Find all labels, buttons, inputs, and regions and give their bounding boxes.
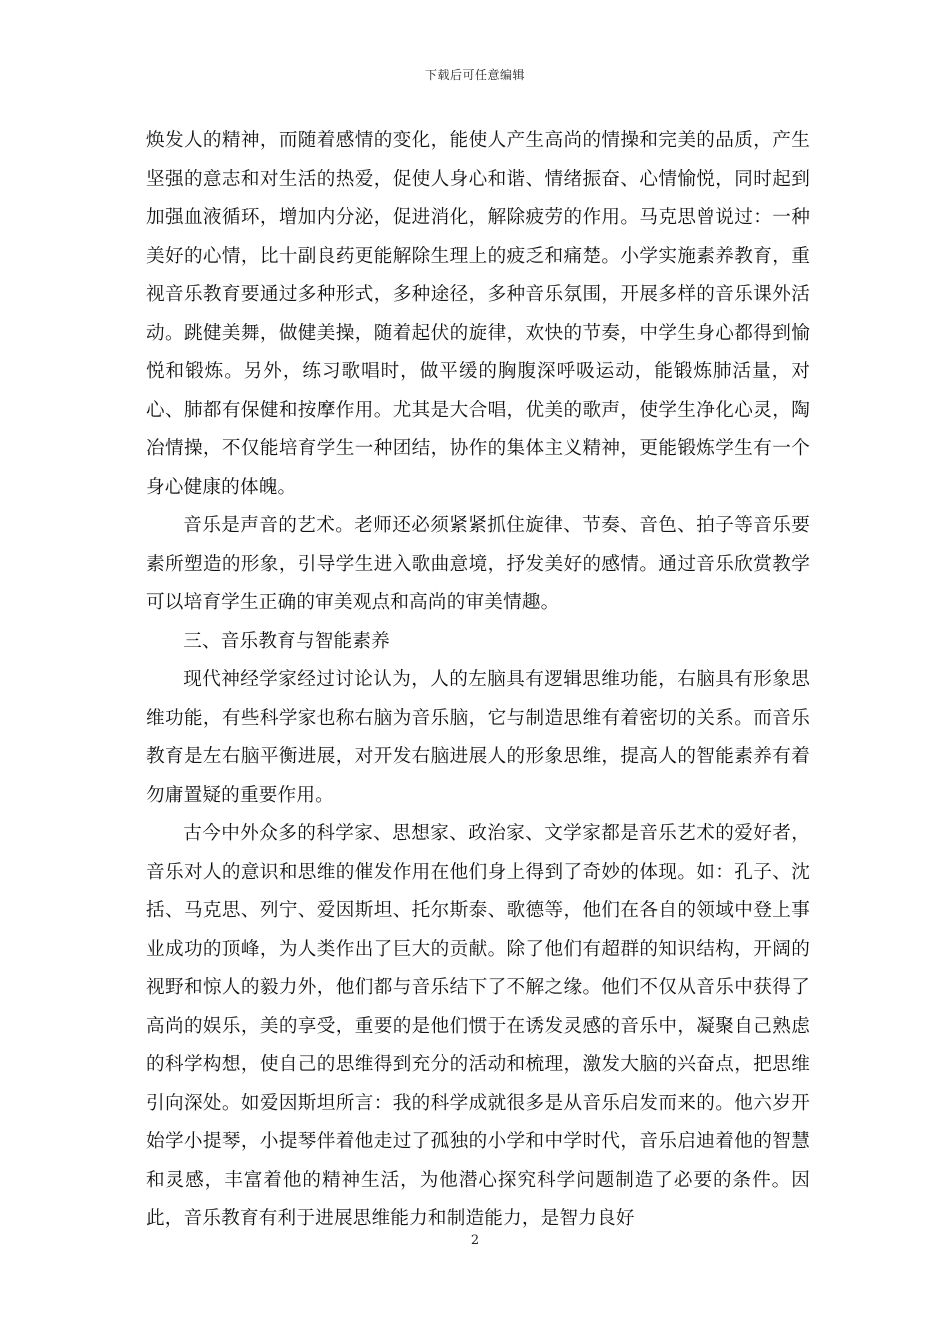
paragraph-4: 古今中外众多的科学家、思想家、政治家、文学家都是音乐艺术的爱好者，音乐对人的意识和思维的催发作用在他们身上得到了奇妙的体现。如：孔子、沈括、马克思、列宁、爱因斯坦、托尔斯泰、歌德等，他们在各自的领域中登上事业成功的顶峰，为人类作出了巨大的贡献。除了他们有超群的知识结构，开阔的视野和惊人的毅力外，他们都与音乐结下了不解之缘。他们不仅从音乐中获得了高尚的娱乐，美的享受，重要的是他们惯于在诱发灵感的音乐中，凝聚自己熟虑的科学构想，使自己的思维得到充分的活动和梳理，激发大脑的兴奋点，把思维引向深处。如爱因斯坦所言：我的科学成就很多是从音乐启发而来的。他六岁开始学小提琴，小提琴伴着他走过了孤独的小学和中学时代，音乐启迪着他的智慧和灵感，丰富着他的精神生活，为他潜心探究科学问题制造了必要的条件。因此，音乐教育有利于进展思维能力和制造能力，是智力良好 <box>146 823 810 1229</box>
paragraph-2: 音乐是声音的艺术。老师还必须紧紧抓住旋律、节奏、音色、拍子等音乐要素所塑造的形象，引导学生进入歌曲意境，抒发美好的感情。通过音乐欣赏教学可以培育学生正确的审美观点和高尚的审美情趣。 <box>146 515 810 613</box>
page-number: 2 <box>470 1233 480 1248</box>
section-heading: 三、音乐教育与智能素养 <box>183 630 390 652</box>
document-body <box>146 122 810 1239</box>
paragraph-1: 焕发人的精神，而随着感情的变化，能使人产生高尚的情操和完美的品质，产生坚强的意志和对生活的热爱，促使人身心和谐、情绪振奋、心情愉悦，同时起到加强血液循环，增加内分泌，促进消化，解除疲劳的作用。马克思曾说过：一种美好的心情，比十副良药更能解除生理上的疲乏和痛楚。小学实施素养教育，重视音乐教育要通过多种形式，多种途径，多种音乐氛围，开展多样的音乐课外活动。跳健美舞，做健美操，随着起伏的旋律，欢快的节奏，中学生身心都得到愉悦和锻炼。另外，练习歌唱时，做平缓的胸腹深呼吸运动，能锻炼肺活量，对心、肺都有保健和按摩作用。尤其是大合唱，优美的歌声，使学生净化心灵，陶冶情操，不仅能培育学生一种团结，协作的集体主义精神，更能锻炼学生有一个身心健康的体魄。 <box>146 130 810 498</box>
page-header: 下载后可任意编辑 <box>424 68 525 82</box>
paragraph-3: 现代神经学家经过讨论认为，人的左脑具有逻辑思维功能，右脑具有形象思维功能，有些科学家也称右脑为音乐脑，它与制造思维有着密切的关系。而音乐教育是左右脑平衡进展，对开发右脑进展人的形象思维，提高人的智能素养有着勿庸置疑的重要作用。 <box>146 669 810 806</box>
